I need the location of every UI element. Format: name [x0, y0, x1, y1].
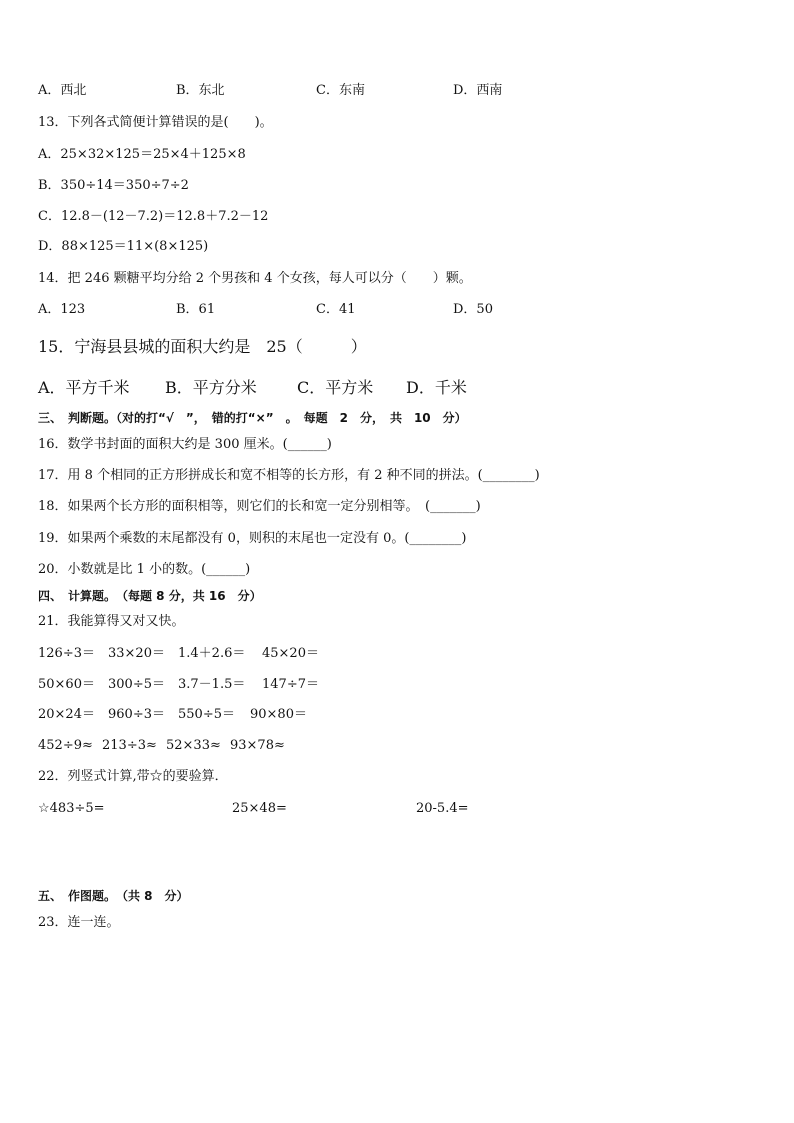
- q21-expr: 126÷3＝: [38, 646, 95, 661]
- q12-option-d: D．西南: [453, 83, 503, 98]
- q21-expr: 1.4＋2.6＝: [178, 646, 246, 661]
- q15-option-b: B．平方分米: [165, 378, 257, 397]
- q12-option-c: C．东南: [316, 83, 365, 98]
- q17: 17．用 8 个相同的正方形拼成长和宽不相等的长方形，有 2 种不同的拼法。(________): [38, 468, 540, 483]
- q13-option-b: B．350÷14＝350÷7÷2: [38, 178, 189, 193]
- q15-option-a: A．平方千米: [38, 378, 130, 397]
- q22-item: ☆483÷5=: [38, 801, 105, 816]
- q22-stem: 22．列竖式计算,带☆的要验算．: [38, 769, 228, 784]
- q16: 16．数学书封面的面积大约是 300 厘米。(______): [38, 437, 332, 452]
- q13-option-d: D．88×125＝11×(8×125): [38, 239, 209, 254]
- q21-expr: 960÷3＝: [108, 707, 165, 722]
- q21-expr: 3.7－1.5＝: [178, 677, 246, 692]
- q22-item: 25×48=: [232, 801, 287, 816]
- section4-title: 四、 计算题。 （每题 8 分，共 16 分）: [38, 589, 262, 603]
- q20: 20．小数就是比 1 小的数。(______): [38, 562, 251, 577]
- section5-title: 五、 作图题。 （共 8 分）: [38, 889, 189, 903]
- q19: 19．如果两个乘数的末尾都没有 0，则积的末尾也一定没有 0。(________): [38, 531, 467, 546]
- q14-option-a: A．123: [38, 302, 86, 317]
- q21-expr: 550÷5＝: [178, 707, 235, 722]
- q21-expr: 20×24＝: [38, 707, 95, 722]
- q14-option-d: D．50: [453, 302, 493, 317]
- q21-expr: 52×33≈: [166, 738, 221, 753]
- q21-expr: 300÷5＝: [108, 677, 165, 692]
- q21-expr: 90×80＝: [250, 707, 307, 722]
- q14-stem: 14．把 246 颗糖平均分给 2 个男孩和 4 个女孩，每人可以分（ ）颗。: [38, 271, 472, 286]
- q23-stem: 23．连一连。: [38, 915, 120, 930]
- q12-option-a: A．西北: [38, 83, 87, 98]
- q21-expr: 147÷7＝: [262, 677, 319, 692]
- q21-expr: 33×20＝: [108, 646, 165, 661]
- q13-option-c: C．12.8－(12－7.2)＝12.8＋7.2－12: [38, 209, 269, 224]
- q15-stem: 15．宁海县县城的面积大约是 25（ ）: [38, 337, 367, 356]
- q14-option-b: B．61: [176, 302, 216, 317]
- q21-expr: 50×60＝: [38, 677, 95, 692]
- q15-option-c: C．平方米: [297, 378, 374, 397]
- q12-option-b: B．东北: [176, 83, 225, 98]
- q18: 18．如果两个长方形的面积相等，则它们的长和宽一定分别相等。 (_______): [38, 499, 481, 514]
- q22-item: 20-5.4=: [416, 801, 469, 816]
- q13-option-a: A．25×32×125＝25×4＋125×8: [38, 147, 246, 162]
- q21-expr: 93×78≈: [230, 738, 285, 753]
- q21-expr: 45×20＝: [262, 646, 319, 661]
- section3-title: 三、 判断题。（对的打“√ ”， 错的打“×” 。 每题 2 分， 共 10 分）: [38, 411, 467, 425]
- q15-option-d: D．千米: [406, 378, 467, 397]
- q21-expr: 452÷9≈: [38, 738, 93, 753]
- q13-stem: 13．下列各式简便计算错误的是( )。: [38, 115, 273, 130]
- q21-expr: 213÷3≈: [102, 738, 157, 753]
- q21-stem: 21．我能算得又对又快。: [38, 614, 185, 629]
- q14-option-c: C．41: [316, 302, 356, 317]
